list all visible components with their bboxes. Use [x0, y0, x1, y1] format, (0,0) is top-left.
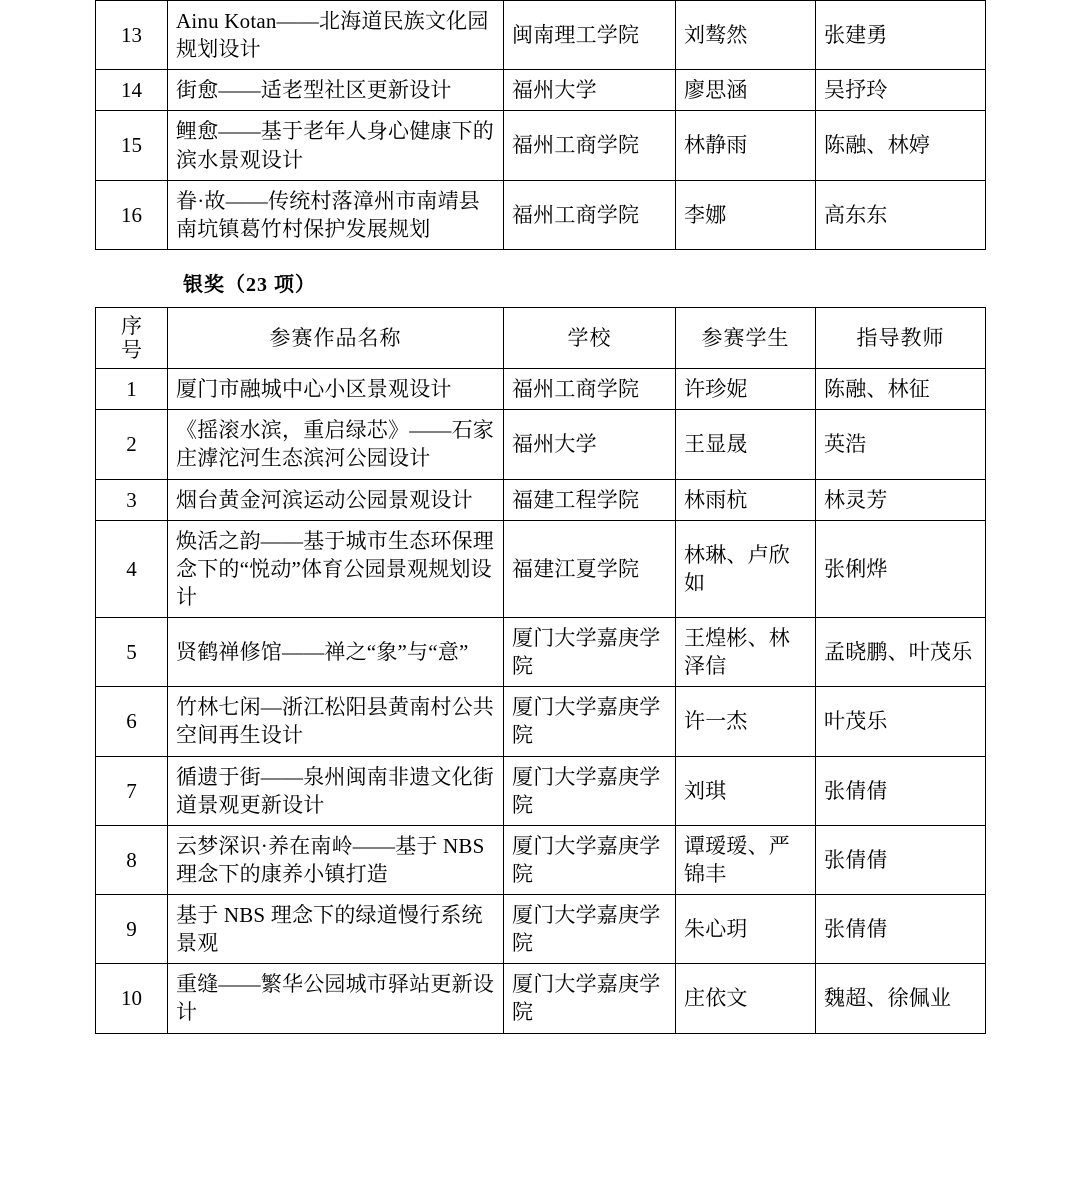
row-school: 福州大学: [504, 70, 676, 111]
row-school: 厦门大学嘉庚学院: [504, 825, 676, 894]
table-row: [96, 1, 986, 70]
header-student: 参赛学生: [676, 307, 816, 368]
row-school: 福州大学: [504, 410, 676, 479]
row-school: 福州工商学院: [504, 180, 676, 249]
table-row: [96, 756, 986, 825]
row-number: 16: [96, 180, 168, 249]
row-student: 林雨杭: [676, 479, 816, 520]
table-row: [96, 895, 986, 964]
table-row: [96, 410, 986, 479]
row-number: 14: [96, 70, 168, 111]
row-title: 鲤愈——基于老年人身心健康下的滨水景观设计: [168, 111, 504, 180]
row-teacher: 张倩倩: [816, 756, 986, 825]
gold-award-table-container: [95, 0, 985, 250]
row-number: 6: [96, 687, 168, 756]
row-title: 重缝——繁华公园城市驿站更新设计: [168, 964, 504, 1033]
header-title: 参赛作品名称: [168, 307, 504, 368]
row-school: 福建工程学院: [504, 479, 676, 520]
row-student: 李娜: [676, 180, 816, 249]
row-student: 许珍妮: [676, 369, 816, 410]
row-school: 福建江夏学院: [504, 520, 676, 617]
row-number: 15: [96, 111, 168, 180]
row-number: 9: [96, 895, 168, 964]
row-number: 10: [96, 964, 168, 1033]
row-title: 焕活之韵——基于城市生态环保理念下的“悦动”体育公园景观规划设计: [168, 520, 504, 617]
row-school: 厦门大学嘉庚学院: [504, 687, 676, 756]
row-school: 福州工商学院: [504, 111, 676, 180]
row-number: 5: [96, 618, 168, 687]
row-teacher: 高东东: [816, 180, 986, 249]
table-row: [96, 520, 986, 617]
row-school: 厦门大学嘉庚学院: [504, 895, 676, 964]
row-number: 1: [96, 369, 168, 410]
silver-award-table: [95, 307, 986, 1034]
row-teacher: 叶茂乐: [816, 687, 986, 756]
row-teacher: 孟晓鹏、叶茂乐: [816, 618, 986, 687]
row-student: 王煌彬、林泽信: [676, 618, 816, 687]
table-row: [96, 618, 986, 687]
row-student: 庄依文: [676, 964, 816, 1033]
row-student: 王显晟: [676, 410, 816, 479]
gold-award-table: [95, 0, 986, 250]
row-title: 贤鹤禅修馆——禅之“象”与“意”: [168, 618, 504, 687]
row-title: Ainu Kotan——北海道民族文化园规划设计: [168, 1, 504, 70]
row-teacher: 林灵芳: [816, 479, 986, 520]
row-number: 13: [96, 1, 168, 70]
row-title: 云梦深识·养在南岭——基于 NBS 理念下的康养小镇打造: [168, 825, 504, 894]
row-school: 厦门大学嘉庚学院: [504, 756, 676, 825]
row-title: 烟台黄金河滨运动公园景观设计: [168, 479, 504, 520]
row-title: 《摇滚水滨，重启绿芯》——石家庄滹沱河生态滨河公园设计: [168, 410, 504, 479]
row-student: 林琳、卢欣如: [676, 520, 816, 617]
row-student: 刘琪: [676, 756, 816, 825]
row-number: 2: [96, 410, 168, 479]
row-number: 3: [96, 479, 168, 520]
table-row: [96, 479, 986, 520]
table-header-row: [96, 307, 986, 368]
row-title: 基于 NBS 理念下的绿道慢行系统景观: [168, 895, 504, 964]
row-teacher: 吴抒玲: [816, 70, 986, 111]
row-student: 刘骜然: [676, 1, 816, 70]
row-number: 4: [96, 520, 168, 617]
table-row: [96, 369, 986, 410]
row-teacher: 陈融、林征: [816, 369, 986, 410]
row-school: 福州工商学院: [504, 369, 676, 410]
row-school: 厦门大学嘉庚学院: [504, 964, 676, 1033]
header-teacher: 指导教师: [816, 307, 986, 368]
row-student: 许一杰: [676, 687, 816, 756]
row-student: 廖思涵: [676, 70, 816, 111]
row-school: 闽南理工学院: [504, 1, 676, 70]
row-teacher: 魏超、徐佩业: [816, 964, 986, 1033]
table-row: [96, 687, 986, 756]
silver-award-heading: 银奖（23 项）: [183, 273, 316, 296]
row-title: 竹林七闲—浙江松阳县黄南村公共空间再生设计: [168, 687, 504, 756]
header-school: 学校: [504, 307, 676, 368]
row-student: 谭瑷瑷、严锦丰: [676, 825, 816, 894]
row-school: 厦门大学嘉庚学院: [504, 618, 676, 687]
table-row: [96, 111, 986, 180]
row-teacher: 英浩: [816, 410, 986, 479]
table-row: [96, 180, 986, 249]
row-title: 循遗于街——泉州闽南非遗文化街道景观更新设计: [168, 756, 504, 825]
table-row: [96, 825, 986, 894]
row-student: 林静雨: [676, 111, 816, 180]
row-student: 朱心玥: [676, 895, 816, 964]
row-title: 街愈——适老型社区更新设计: [168, 70, 504, 111]
row-teacher: 张倩倩: [816, 825, 986, 894]
row-teacher: 张倩倩: [816, 895, 986, 964]
table-row: [96, 70, 986, 111]
row-teacher: 陈融、林婷: [816, 111, 986, 180]
row-title: 厦门市融城中心小区景观设计: [168, 369, 504, 410]
row-title: 眷·故——传统村落漳州市南靖县南坑镇葛竹村保护发展规划: [168, 180, 504, 249]
row-teacher: 张俐烨: [816, 520, 986, 617]
row-teacher: 张建勇: [816, 1, 986, 70]
row-number: 8: [96, 825, 168, 894]
row-number: 7: [96, 756, 168, 825]
table-row: [96, 964, 986, 1033]
header-number: 序 号: [96, 307, 168, 368]
